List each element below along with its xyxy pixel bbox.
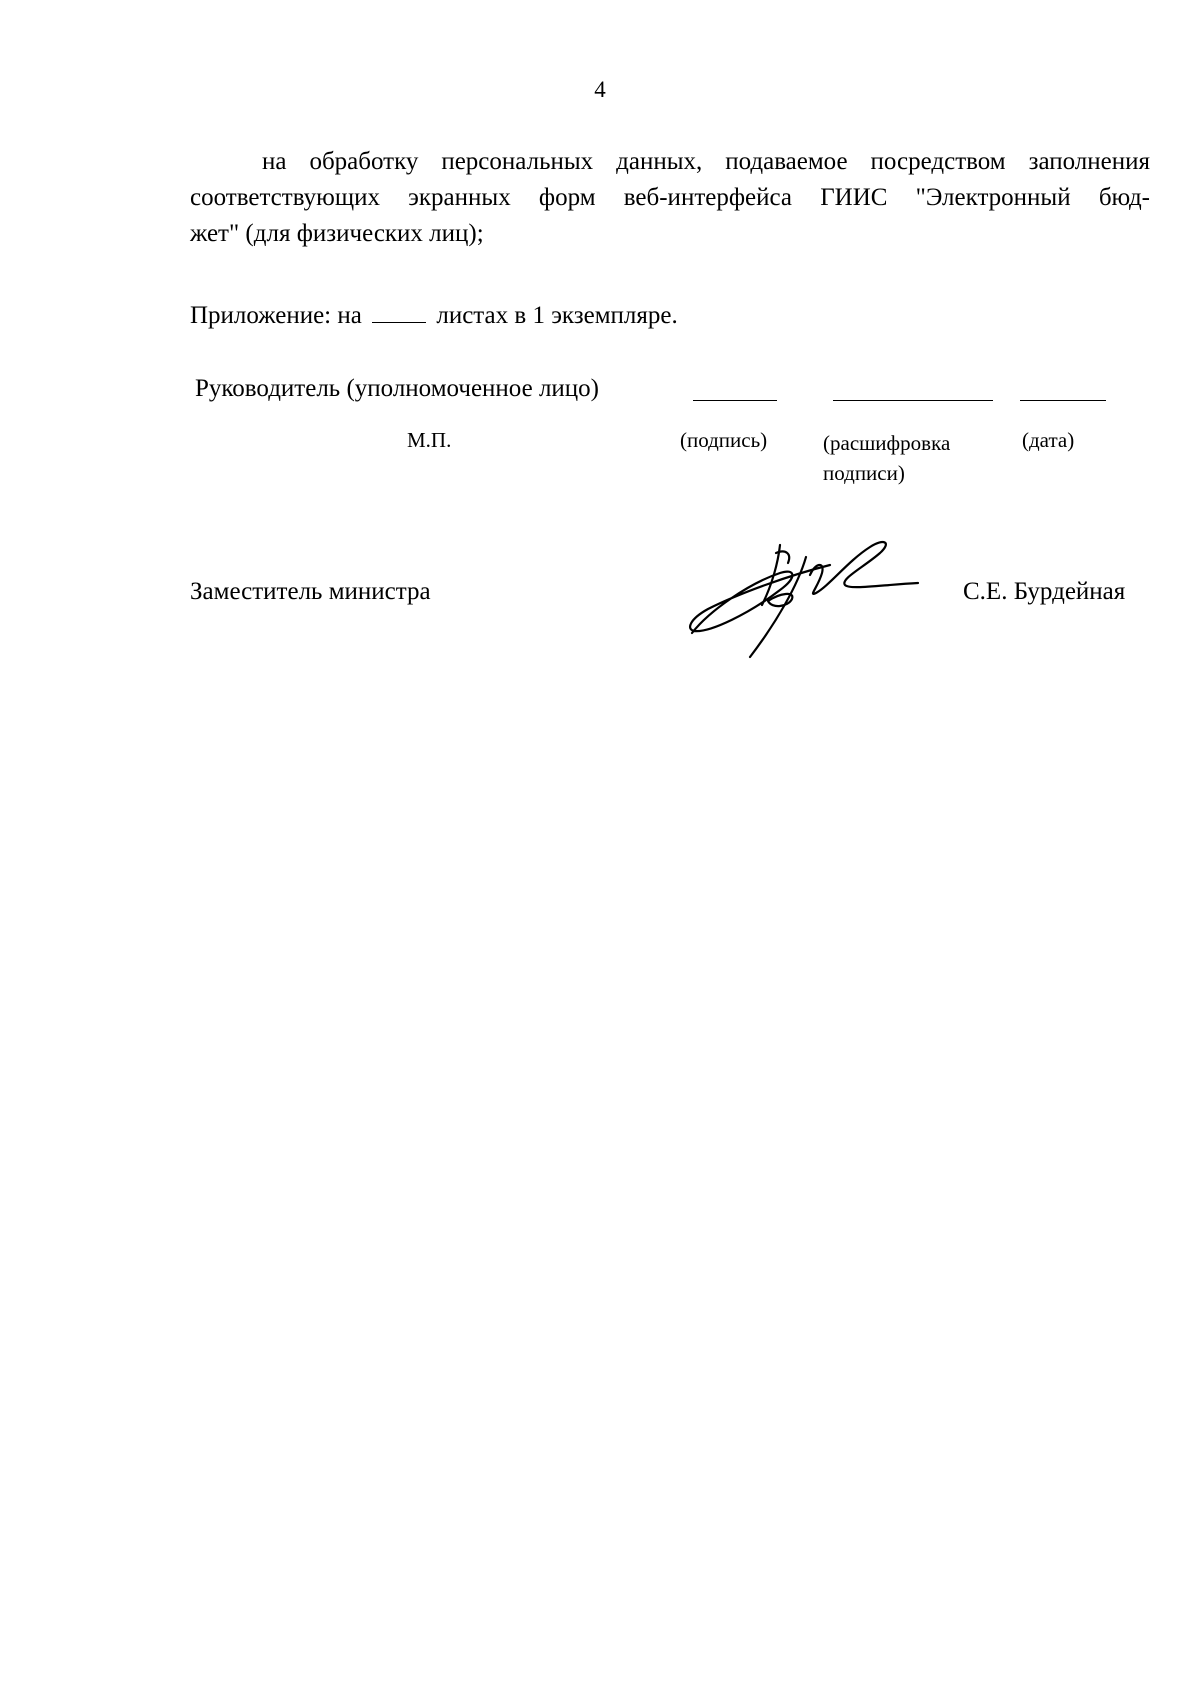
caption-decode-line-2: подписи): [823, 461, 905, 485]
page-number: 4: [594, 77, 606, 102]
caption-decode-line-1: (расшифровка: [823, 431, 951, 455]
attachment-suffix: листах в 1 экземпляре.: [436, 302, 678, 329]
stamp-label: М.П.: [407, 428, 452, 452]
attachment-sheets-blank: [372, 302, 426, 323]
handwritten-signature: [680, 535, 940, 660]
attachment-prefix: Приложение: на: [190, 302, 362, 329]
signature-blank-line: [693, 400, 777, 401]
body-line-1: на обработку персональных данных, подаваемое посредством заполнения: [262, 148, 1150, 175]
attachment-line: [190, 301, 678, 331]
body-line-2: соответствующих экранных форм веб-интерфейса ГИИС "Электронный бюд-: [190, 184, 1150, 211]
signer-name: С.Е. Бурдейная: [963, 578, 1126, 605]
body-line-3: жет" (для физических лиц);: [190, 220, 484, 247]
decode-blank-line: [833, 400, 993, 401]
body-paragraph: [190, 144, 1150, 252]
head-label: Руководитель (уполномоченное лицо): [195, 375, 600, 402]
position-title: Заместитель министра: [190, 578, 431, 605]
date-blank-line: [1020, 400, 1106, 401]
caption-signature: (подпись): [680, 428, 768, 452]
caption-date: (дата): [1022, 428, 1075, 452]
caption-decode: [823, 428, 950, 488]
